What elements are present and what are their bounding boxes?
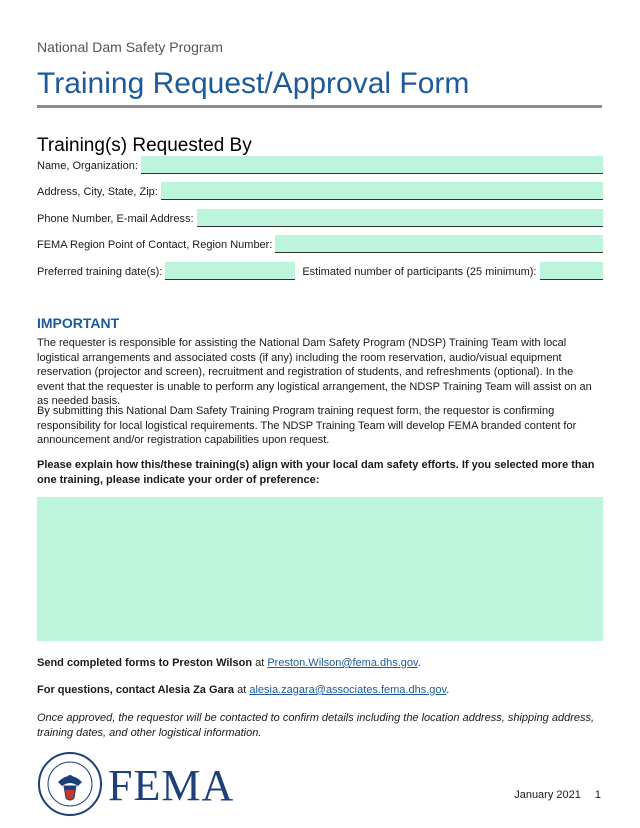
fema-logo: FEMA (108, 761, 235, 810)
preston-email-link[interactable]: Preston.Wilson@fema.dhs.gov (267, 657, 418, 669)
fema-region-row (37, 235, 603, 253)
questions-line (37, 684, 449, 696)
send-forms-text: Send completed forms to Preston Wilson (37, 657, 253, 669)
address-label: Address, City, State, Zip: (37, 186, 158, 198)
name-org-label: Name, Organization: (37, 160, 138, 172)
confirmation-paragraph: By submitting this National Dam Safety Training Program training request form, the requestor is confirming responsibility for local logistical requirements. The NDSP Training Team will develop FEMA branded content for announcement and/or registration capabilities upon request. (37, 405, 577, 446)
questions-text: For questions, contact Alesia Za Gara (37, 684, 235, 696)
approval-note: Once approved, the requestor will be contacted to confirm details including the location address, shipping address, training dates, and other logistical information. (37, 712, 595, 739)
participants-field[interactable] (540, 262, 604, 280)
footer (514, 789, 601, 801)
contact-field[interactable] (197, 209, 603, 227)
participants-label: Estimated number of participants (25 minimum): (302, 266, 537, 278)
fema-region-field[interactable] (275, 235, 603, 253)
send-at-text: at (252, 657, 268, 669)
send-forms-line (37, 657, 421, 669)
program-name: National Dam Safety Program (37, 39, 223, 55)
dhs-seal-icon (38, 752, 102, 816)
alignment-question: Please explain how this/these training(s) align with your local dam safety efforts. If you selected more than one training, please indicate your order of preference: (37, 459, 595, 486)
dates-participants-row (37, 262, 603, 280)
section-heading: Training(s) Requested By (37, 135, 252, 156)
questions-at-text: at (234, 684, 250, 696)
alignment-answer-field[interactable] (37, 497, 603, 641)
name-org-row (37, 156, 603, 174)
send-period: . (417, 657, 421, 669)
name-org-field[interactable] (141, 156, 603, 174)
address-row (37, 182, 603, 200)
address-field[interactable] (161, 182, 603, 200)
fema-region-label: FEMA Region Point of Contact, Region Number: (37, 239, 273, 251)
logistics-paragraph: The requester is responsible for assisting the National Dam Safety Program (NDSP) Training Team with local logistical arrangements and associated costs (if any) including the room reservation, audio/visual equipment reservation (projector and screen), recruitment and registration of students, and refreshments (optional). In the event that the requester is unable to perform any logistical arrangement, the NDSP Training Team will assist on an as needed basis. (37, 337, 592, 407)
page-number: 1 (594, 789, 601, 801)
footer-date: January 2021 (514, 789, 581, 801)
questions-period: . (446, 684, 450, 696)
dates-field[interactable] (165, 262, 295, 280)
contact-label: Phone Number, E-mail Address: (37, 213, 194, 225)
important-heading: IMPORTANT (37, 315, 120, 331)
contact-row (37, 209, 603, 227)
dates-label: Preferred training date(s): (37, 266, 163, 278)
alesia-email-link[interactable]: alesia.zagara@associates.fema.dhs.gov (249, 684, 447, 696)
page-title: Training Request/Approval Form (37, 67, 602, 108)
